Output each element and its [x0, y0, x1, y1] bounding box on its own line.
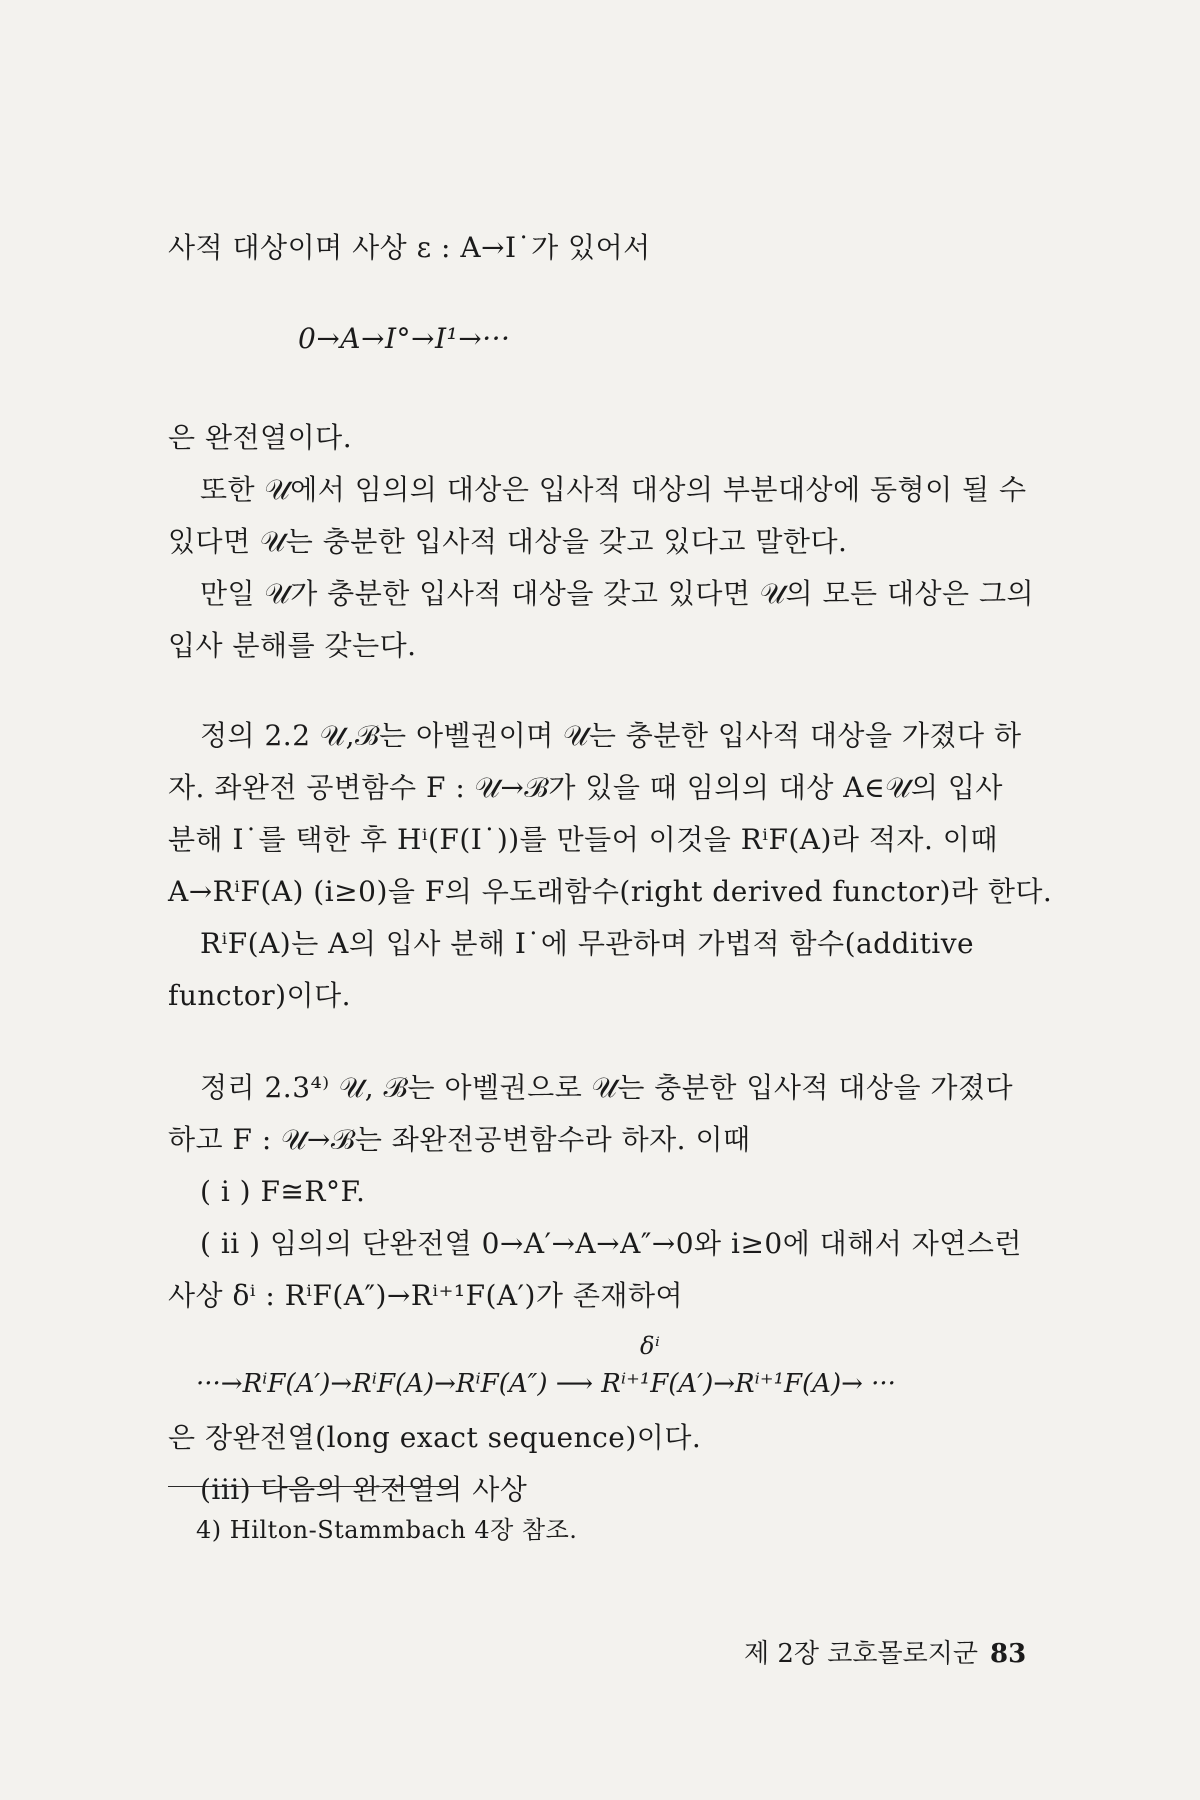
body-line: 만일 𝒰가 충분한 입사적 대상을 갖고 있다면 𝒰의 모든 대상은 그의 [200, 577, 1035, 610]
theorem-item: (iii) 다음의 완전열의 사상 [200, 1473, 528, 1506]
body-line: 은 완전열이다. [168, 421, 353, 454]
body-line: 분해 I˙를 택한 후 Hⁱ(F(I˙))를 만들어 이것을 RⁱF(A)라 적자. 이때 [168, 823, 998, 856]
page-number: 83 [990, 1639, 1027, 1669]
theorem-item: ( i ) F≅R°F. [200, 1175, 366, 1208]
footnote-rule [168, 1486, 458, 1487]
body-line: A→RⁱF(A) (i≥0)을 F의 우도래함수(right derived functor)라 한다. [168, 875, 1053, 908]
display-equation: 0→A→I°→I¹→··· [298, 322, 511, 355]
body-line: 은 장완전열(long exact sequence)이다. [168, 1421, 702, 1454]
body-line: functor)이다. [168, 979, 352, 1012]
footnote: 4) Hilton-Stammbach 4장 참조. [196, 1516, 578, 1544]
body-line: 사상 δⁱ : RⁱF(A″)→Rⁱ⁺¹F(A′)가 존재하여 [168, 1279, 684, 1312]
theorem-item: ( ii ) 임의의 단완전열 0→A′→A→A″→0와 i≥0에 대해서 자연스런 [200, 1227, 1022, 1260]
body-line: 사적 대상이며 사상 ε : A→I˙가 있어서 [168, 231, 651, 264]
body-line: 있다면 𝒰는 충분한 입사적 대상을 갖고 있다고 말한다. [168, 525, 848, 558]
definition-heading: 정의 2.2 𝒰,ℬ는 아벨권이며 𝒰는 충분한 입사적 대상을 가졌다 하 [200, 719, 1022, 752]
running-footer: 제 2장 코호몰로지군 [744, 1639, 978, 1669]
display-equation: ···→RⁱF(A′)→RⁱF(A)→RⁱF(A″) ⟶ Rⁱ⁺¹F(A′)→Rⁱ⁺¹F(A)→ ··· [196, 1369, 896, 1399]
theorem-heading: 정리 2.3⁴⁾ 𝒰, ℬ는 아벨권으로 𝒰는 충분한 입사적 대상을 가졌다 [200, 1071, 1014, 1104]
body-line: 또한 𝒰에서 임의의 대상은 입사적 대상의 부분대상에 동형이 될 수 [200, 473, 1027, 506]
body-line: 자. 좌완전 공변함수 F : 𝒰→ℬ가 있을 때 임의의 대상 A∈𝒰의 입사 [168, 771, 1003, 804]
body-line: RⁱF(A)는 A의 입사 분해 I˙에 무관하며 가법적 함수(additive [200, 927, 975, 960]
arrow-label: δⁱ [640, 1332, 661, 1360]
body-line: 입사 분해를 갖는다. [168, 629, 417, 662]
body-line: 하고 F : 𝒰→ℬ는 좌완전공변함수라 하자. 이때 [168, 1123, 751, 1156]
